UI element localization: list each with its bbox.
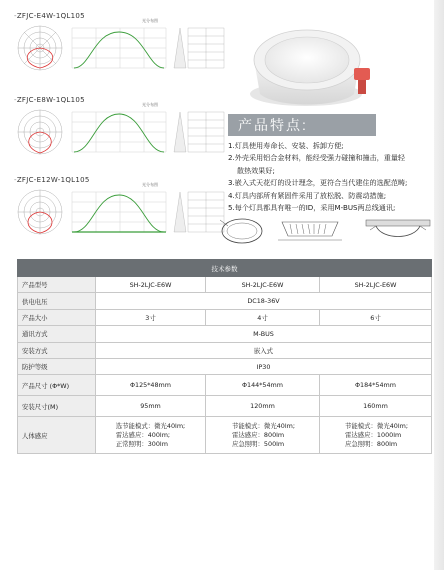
table-row <box>18 375 432 396</box>
row-label: 安装尺寸(M) <box>18 396 96 417</box>
sensor-line: 正常照明：300lm <box>115 439 168 448</box>
cell-value: SH-2LJC-E6W <box>96 277 206 293</box>
feature-item: 5.每个灯具都具有唯一的ID，采用M-BUS两总线通讯; <box>228 203 396 213</box>
photometric-model: -ZFJC-E8W-1QL105 <box>14 96 85 104</box>
sensor-line: 雷达感应：400lm; <box>115 430 171 439</box>
table-row <box>18 342 432 358</box>
page-edge-shadow <box>434 0 444 570</box>
cell-value: 6寸 <box>320 309 432 325</box>
cell-value: Φ144*54mm <box>206 375 320 396</box>
photometric-caption: 光分布图 <box>142 102 158 107</box>
table-row <box>18 277 432 293</box>
photometric-block-2 <box>14 96 226 160</box>
table-row <box>18 293 432 309</box>
feature-item: 2.外壳采用铝合金材料，能经受强力碰撞和撞击，重量轻 <box>228 153 406 163</box>
installation-sketches <box>216 216 442 246</box>
downlight-product-image <box>246 16 380 112</box>
row-label: 产品型号 <box>18 277 96 293</box>
feature-item: 4.灯具内部所有紧固件采用了放松脱、防震动措施; <box>228 190 387 200</box>
spec-title: 技术参数 <box>18 260 432 277</box>
cell-value: 4寸 <box>206 309 320 325</box>
cell-value: 95mm <box>96 396 206 417</box>
table-row <box>18 358 432 374</box>
photometric-block-3 <box>14 176 226 240</box>
cell-value: IP30 <box>96 358 432 374</box>
cell-value: 3寸 <box>96 309 206 325</box>
photometric-caption: 光分布图 <box>142 18 158 23</box>
table-row <box>18 309 432 325</box>
polar-diagram <box>16 24 64 72</box>
features-heading: 产品特点: <box>228 114 376 136</box>
row-label: 人体感应 <box>18 417 96 454</box>
cell-value <box>206 417 320 454</box>
feature-item: 3.嵌入式天花灯的设计理念，更符合当代建住的选配范畴; <box>228 178 408 188</box>
cell-value: SH-2LJC-E6W <box>206 277 320 293</box>
feature-item: 1.灯具使用寿命长、安装、拆卸方便; <box>228 141 344 150</box>
cell-value: M-BUS <box>96 326 432 342</box>
intensity-curve-grid <box>70 26 168 70</box>
top-view-sketch <box>220 219 262 243</box>
cell-value <box>96 417 206 454</box>
photometric-model: -ZFJC-E12W-1QL105 <box>14 176 90 184</box>
table-row <box>18 396 432 417</box>
sensor-line: 节能模式：微光40lm; <box>231 421 296 430</box>
sensor-line: 应急照明：800lm <box>344 439 398 448</box>
row-label: 产品尺寸 (Φ*W) <box>18 375 96 396</box>
sensor-line: 雷达感应：800lm <box>231 430 285 439</box>
sensor-line: 应急照明：500lm <box>231 439 285 448</box>
intensity-curve-grid <box>70 190 168 234</box>
side-view-sketch <box>278 222 342 240</box>
features-list <box>228 140 440 214</box>
sensor-line: 节能模式：微光40lm; <box>344 421 409 430</box>
table-row <box>18 417 432 454</box>
cell-value <box>320 417 432 454</box>
table-row <box>18 326 432 342</box>
cell-value: Φ125*48mm <box>96 375 206 396</box>
cell-value: Φ184*54mm <box>320 375 432 396</box>
cell-value: 120mm <box>206 396 320 417</box>
row-label: 通讯方式 <box>18 326 96 342</box>
intensity-curve-grid <box>70 110 168 154</box>
sensor-line: 选节能模式：微光40lm; <box>115 421 186 430</box>
cell-value: 160mm <box>320 396 432 417</box>
cell-value: 嵌入式 <box>96 342 432 358</box>
sensor-line: 雷达感应：1000lm <box>344 430 402 439</box>
spec-table <box>17 259 432 454</box>
row-label: 防护等级 <box>18 358 96 374</box>
ceiling-install-sketch <box>366 220 430 237</box>
feature-item: 散热效果好; <box>237 165 275 175</box>
illuminance-cone <box>172 110 226 154</box>
photometric-caption: 光分布图 <box>142 182 158 187</box>
row-label: 安装方式 <box>18 342 96 358</box>
photometric-block-1 <box>14 12 226 76</box>
cell-value: SH-2LJC-E6W <box>320 277 432 293</box>
illuminance-cone <box>172 26 226 70</box>
spec-table-header <box>18 260 432 277</box>
row-label: 供电电压 <box>18 293 96 309</box>
row-label: 产品大小 <box>18 309 96 325</box>
photometric-model: -ZFJC-E4W-1QL105 <box>14 12 85 20</box>
polar-diagram <box>16 108 64 156</box>
polar-diagram <box>16 188 64 236</box>
cell-value: DC18-36V <box>96 293 432 309</box>
